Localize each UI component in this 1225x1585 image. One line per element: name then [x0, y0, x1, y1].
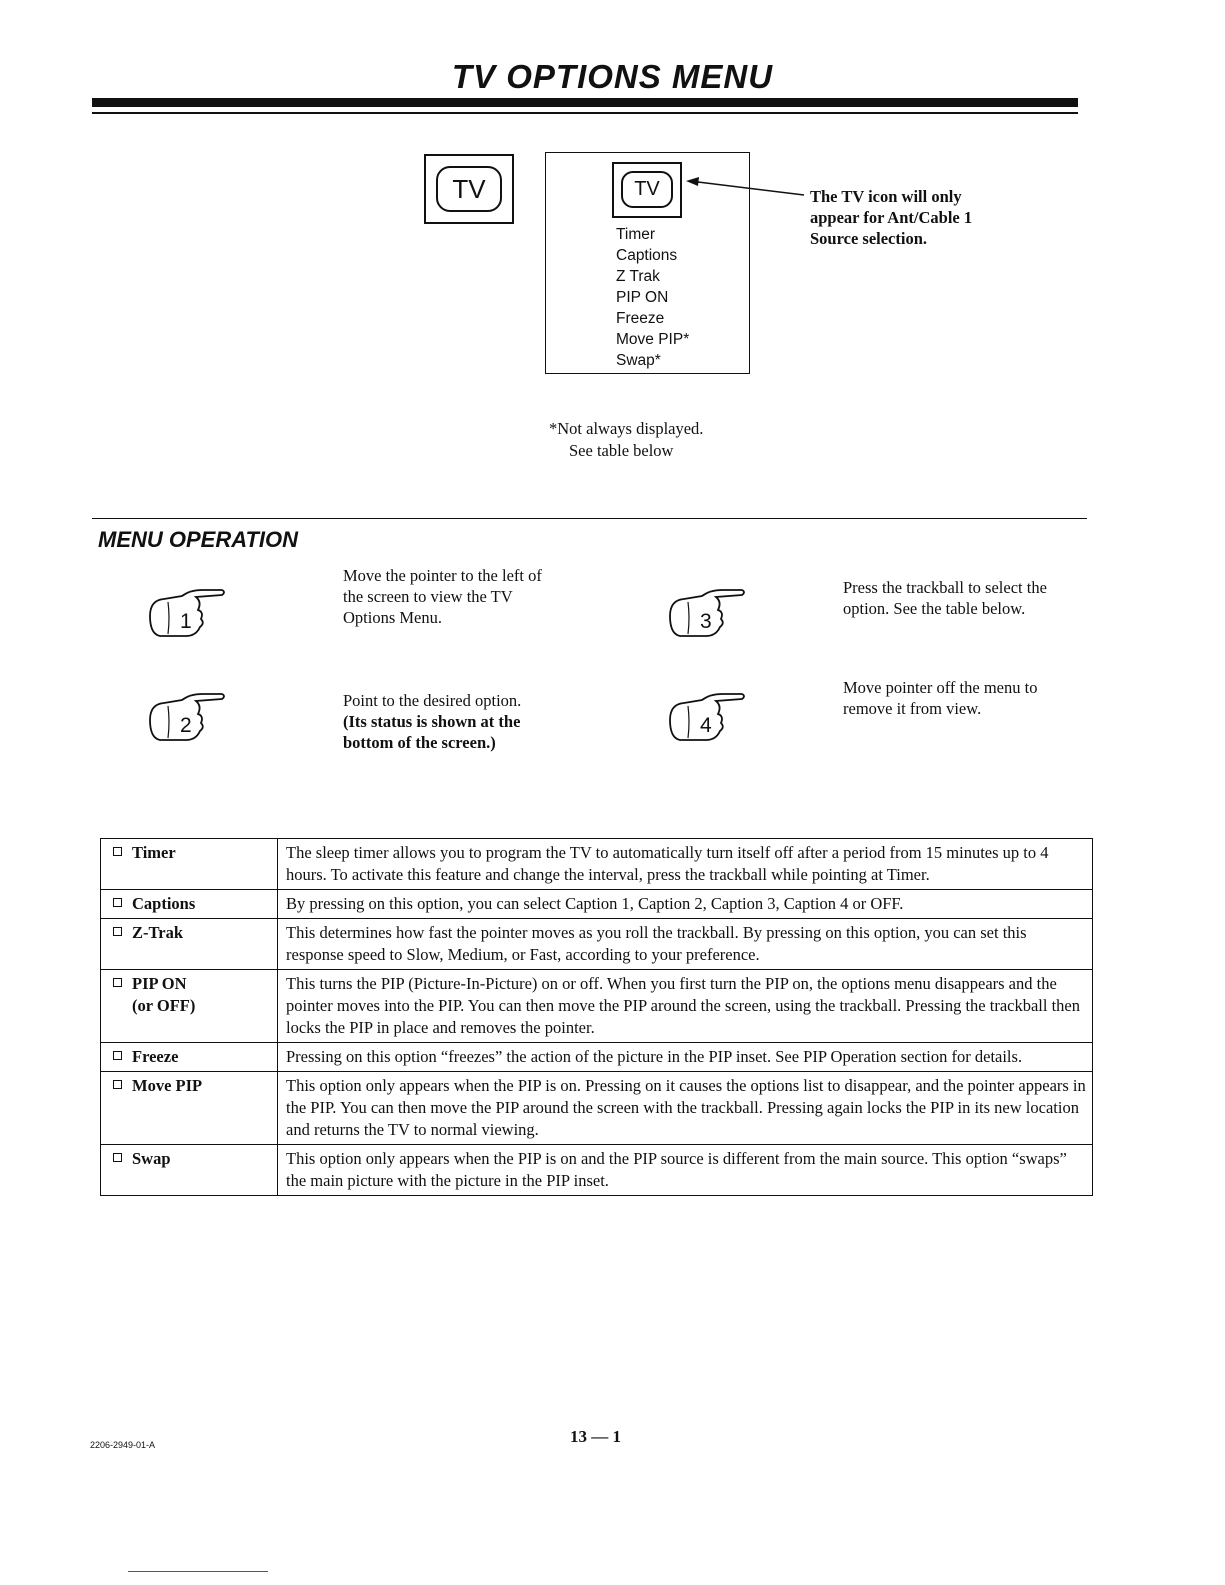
arrow-icon [684, 175, 808, 201]
step-4-text: Move pointer off the menu to remove it from view. [843, 678, 1038, 718]
menu-item: Captions [616, 247, 678, 264]
option-name-sub: (or OFF) [132, 996, 196, 1015]
table-row [101, 1145, 1093, 1196]
option-description: By pressing on this option, you can select Caption 1, Caption 2, Caption 3, Caption 4 or OFF. [278, 890, 1093, 919]
title-rule-thick [92, 98, 1078, 107]
menu-item: Move PIP* [616, 331, 690, 348]
table-row [101, 890, 1093, 919]
option-description: This option only appears when the PIP is on. Pressing on it causes the options list to disappear, and the pointer appears in the PIP. You can then move the PIP around the screen with the trackball. Pressing again locks the PIP in its new location and returns the TV to normal viewing. [278, 1072, 1093, 1145]
step-number: 2 [180, 714, 192, 737]
option-name: Move PIP [132, 1076, 203, 1095]
footnote: *Not always displayed. See table below [549, 419, 704, 460]
menu-item: PIP ON [616, 289, 669, 306]
pointing-hand-icon [666, 586, 746, 641]
option-name: Z-Trak [132, 923, 184, 942]
menu-item: Timer [616, 226, 656, 243]
step-number: 3 [700, 610, 712, 633]
section-divider [92, 518, 1087, 519]
tv-icon-note: The TV icon will only appear for Ant/Cable 1 Source selection. [810, 187, 973, 248]
menu-item: Freeze [616, 310, 665, 327]
option-name: PIP ON [132, 974, 187, 993]
bottom-divider [128, 1571, 268, 1572]
tv-icon-large-label: TV [436, 166, 502, 212]
section-title-menu-operation: MENU OPERATION [98, 527, 299, 552]
step-2-text: Point to the desired option. (Its status is shown at the bottom of the screen.) [343, 691, 522, 752]
page-title: TV OPTIONS MENU [451, 58, 774, 95]
title-rule-thin [92, 112, 1078, 114]
page-number: 13 — 1 [570, 1427, 621, 1446]
option-description: This determines how fast the pointer moves as you roll the trackball. By pressing on this option, you can set this response speed to Slow, Medium, or Fast, according to your preference. [278, 919, 1093, 970]
table-row [101, 839, 1093, 890]
option-description: Pressing on this option “freezes” the action of the picture in the PIP inset. See PIP Operation section for details. [278, 1043, 1093, 1072]
checkbox-icon [113, 847, 122, 856]
options-menu-list [616, 224, 689, 371]
table-row [101, 1072, 1093, 1145]
option-name: Timer [132, 843, 176, 862]
step-1-text: Move the pointer to the left of the screen to view the TV Options Menu. [343, 566, 542, 627]
step-number: 1 [180, 610, 192, 633]
document-code: 2206-2949-01-A [90, 1440, 156, 1450]
option-description: The sleep timer allows you to program the TV to automatically turn itself off after a period from 15 minutes up to 4 hours. To activate this feature and change the interval, press the trackball while pointing at Timer. [278, 839, 1093, 890]
option-name: Freeze [132, 1047, 179, 1066]
tv-icon-small-label: TV [621, 171, 673, 208]
checkbox-icon [113, 978, 122, 987]
pointing-hand-icon [146, 586, 226, 641]
menu-item: Swap* [616, 352, 661, 369]
table-row [101, 970, 1093, 1043]
pointing-hand-icon [146, 690, 226, 745]
pointing-hand-icon [666, 690, 746, 745]
option-description: This turns the PIP (Picture-In-Picture) on or off. When you first turn the PIP on, the options menu disappears and the pointer moves into the PIP. You can then move the PIP around the screen, using the trackball. Pressing the trackball then locks the PIP in place and removes the pointer. [278, 970, 1093, 1043]
tv-icon-small [612, 162, 682, 218]
step-number: 4 [700, 714, 712, 737]
checkbox-icon [113, 898, 122, 907]
menu-item: Z Trak [616, 268, 660, 285]
checkbox-icon [113, 1051, 122, 1060]
option-description: This option only appears when the PIP is on and the PIP source is different from the main source. This option “swaps” the main picture with the picture in the PIP inset. [278, 1145, 1093, 1196]
checkbox-icon [113, 1153, 122, 1162]
tv-icon-large [424, 154, 514, 224]
checkbox-icon [113, 927, 122, 936]
option-name: Swap [132, 1149, 171, 1168]
table-row [101, 919, 1093, 970]
table-row [101, 1043, 1093, 1072]
checkbox-icon [113, 1080, 122, 1089]
option-name: Captions [132, 894, 196, 913]
step-3-text: Press the trackball to select the option. See the table below. [843, 578, 1047, 618]
options-table [100, 838, 1093, 1196]
